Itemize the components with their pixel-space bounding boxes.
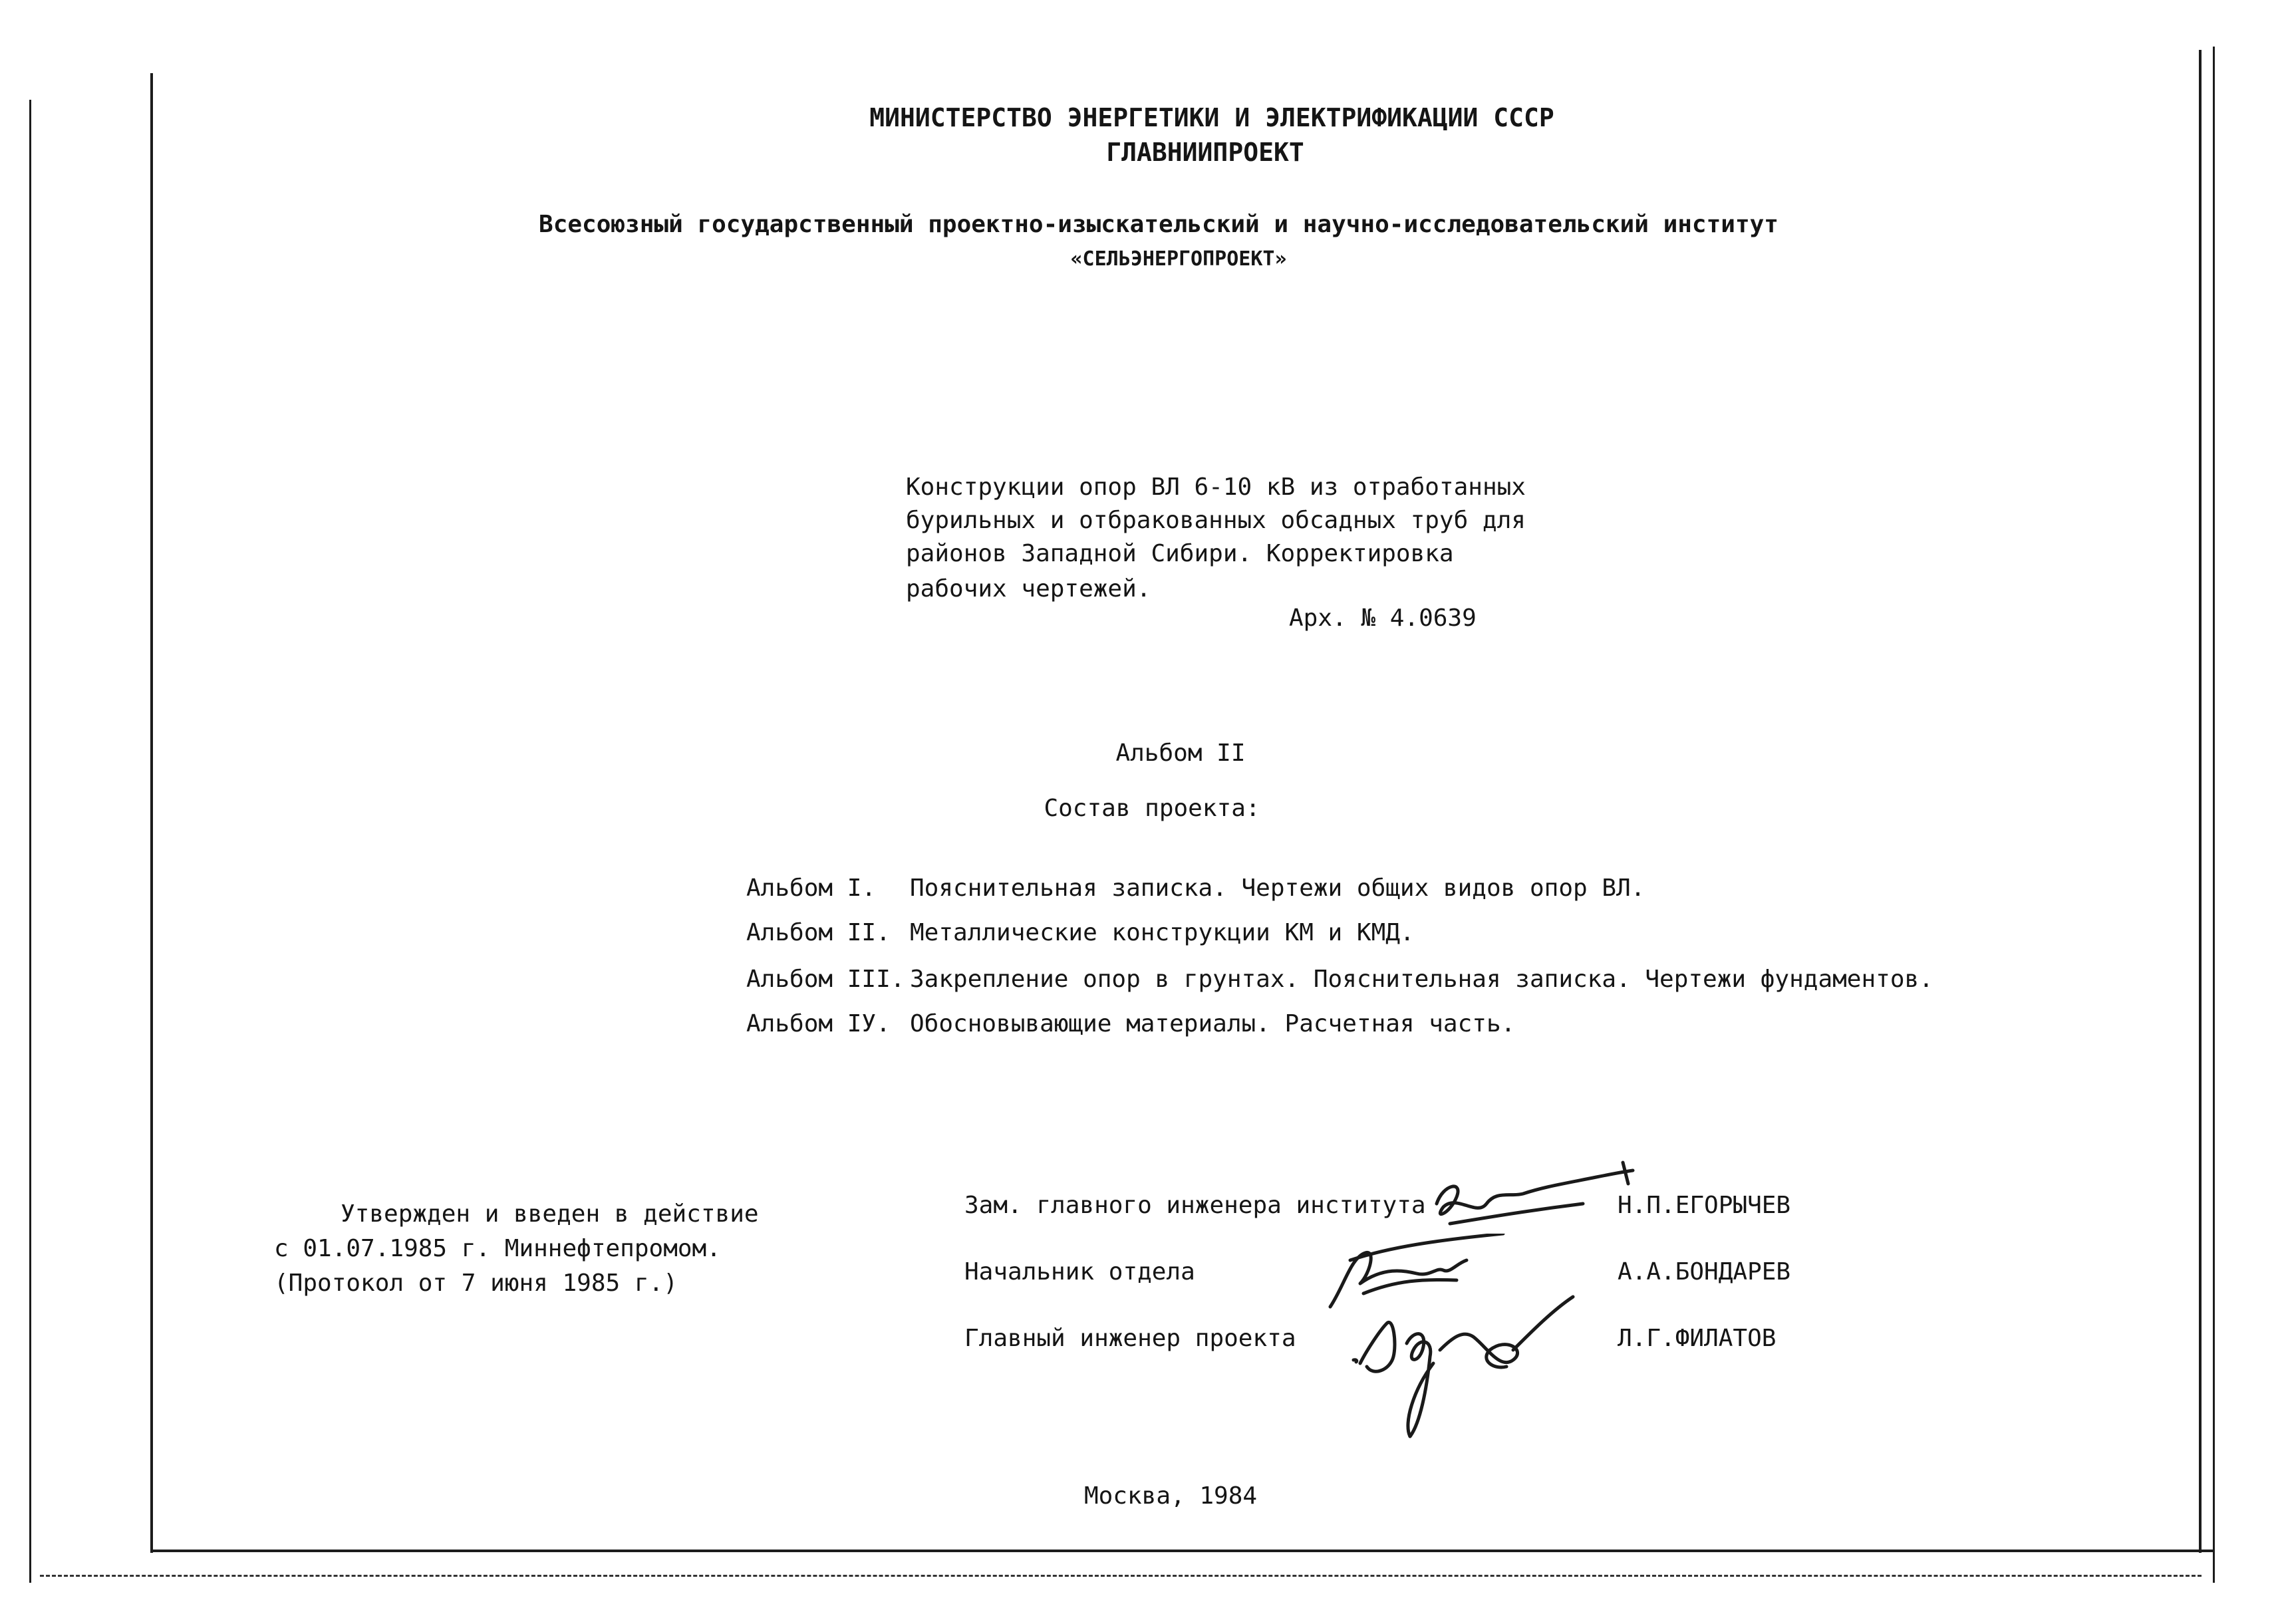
project-line-3: районов Западной Сибири. Корректировка — [906, 540, 1454, 567]
signatory-1-name: Н.П.ЕГОРЫЧЕВ — [1618, 1192, 1791, 1219]
approval-line-3: (Протокол от 7 июня 1985 г.) — [274, 1270, 678, 1297]
signature-filatov — [1347, 1284, 1586, 1443]
album-1-text: Пояснительная записка. Чертежи общих видов опор ВЛ. — [910, 875, 1645, 902]
signatory-3-title: Главный инженер проекта — [964, 1325, 1296, 1352]
album-2-number: Альбом II. — [746, 919, 891, 946]
ministry-title: МИНИСТЕРСТВО ЭНЕРГЕТИКИ И ЭЛЕКТРИФИКАЦИИ СССР — [869, 103, 1554, 132]
institute-name: «СЕЛЬЭНЕРГОПРОЕКТ» — [1070, 247, 1287, 271]
album-3-number: Альбом III. — [746, 966, 905, 993]
institute-title: Всесоюзный государственный проектно-изыскательский и научно-исследовательский институт — [539, 211, 1779, 238]
place-year: Москва, 1984 — [1083, 1482, 1258, 1510]
department-title: ГЛАВНИИПРОЕКТ — [1106, 138, 1304, 167]
signature-egorychev — [1423, 1157, 1643, 1237]
album-2-text: Металлические конструкции КМ и КМД. — [910, 919, 1415, 946]
project-line-4: рабочих чертежей. — [906, 575, 1151, 603]
contents-title: Состав проекта: — [1044, 795, 1260, 822]
approval-line-2: с 01.07.1985 г. Миннефтепромом. — [274, 1235, 721, 1262]
project-line-2: бурильных и отбракованных обсадных труб для — [906, 507, 1526, 534]
archive-number: Арх. № 4.0639 — [1289, 605, 1477, 632]
frame-outer-right-line — [2213, 47, 2215, 1583]
signatory-1-title: Зам. главного инженера института — [964, 1192, 1426, 1219]
album-1-number: Альбом I. — [746, 875, 877, 902]
frame-bottom-line — [150, 1550, 2215, 1552]
album-title: Альбом II — [1115, 740, 1246, 767]
album-3-text: Закрепление опор в грунтах. Пояснительная записка. Чертежи фундаментов. — [910, 966, 1933, 993]
album-4-number: Альбом IУ. — [746, 1010, 891, 1037]
album-4-text: Обосновывающие материалы. Расчетная часть. — [910, 1010, 1516, 1037]
signatory-2-title: Начальник отдела — [964, 1258, 1195, 1286]
frame-bottom-dashed-line — [40, 1575, 2202, 1577]
frame-left-line — [29, 100, 31, 1583]
signatory-2-name: А.А.БОНДАРЕВ — [1618, 1258, 1791, 1286]
signatory-3-name: Л.Г.ФИЛАТОВ — [1618, 1325, 1777, 1352]
frame-right-line — [2199, 50, 2202, 1553]
project-line-1: Конструкции опор ВЛ 6-10 кВ из отработанных — [906, 474, 1526, 501]
frame-inner-left-line — [150, 73, 153, 1553]
approval-line-1: Утвержден и введен в действие — [341, 1200, 759, 1228]
